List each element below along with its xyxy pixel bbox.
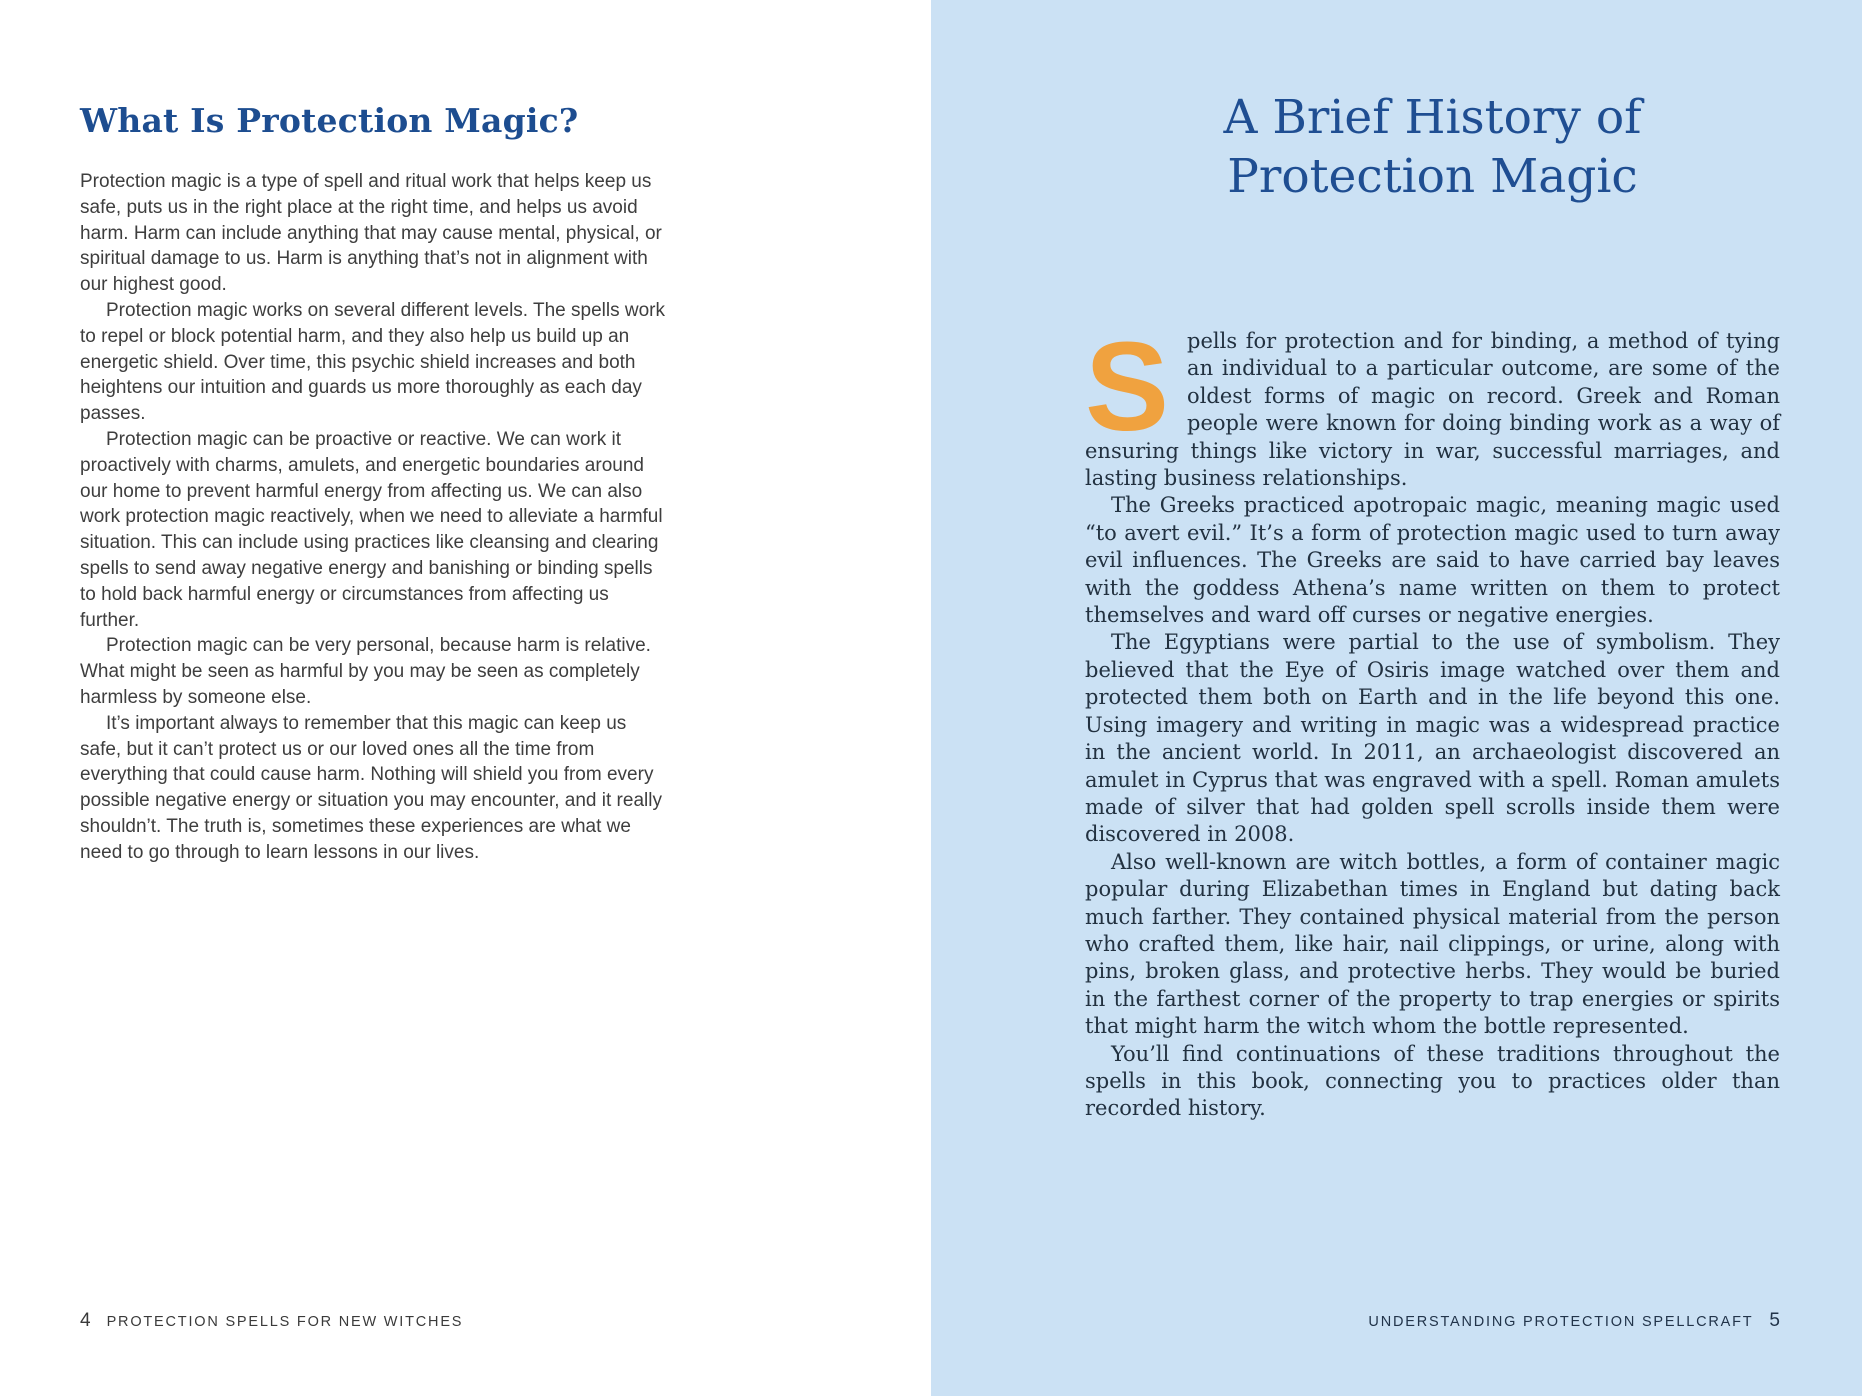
left-body-text bbox=[80, 169, 665, 866]
body-paragraph: Protection magic is a type of spell and ritual work that helps keep us safe, puts us in the right place at the right time, and helps us avoid harm. Harm can include anything that may cause mental, physical, or spiritual damage to us. Harm is anything that’s not in alignment with our highest good. bbox=[80, 171, 662, 296]
right-body-text bbox=[1085, 316, 1780, 1123]
running-title: PROTECTION SPELLS FOR NEW WITCHES bbox=[106, 1314, 464, 1330]
right-page-footer bbox=[1368, 1310, 1780, 1332]
paragraph-text: pells for protection and for binding, a method of tying an individual to a particular outcome, are some of the oldest forms of magic on record. Greek and Roman people were known for doing binding work as a way of ensuring things like victory in war, successful marriages, and lasting business relationships. bbox=[1085, 329, 1780, 491]
chapter-title-line2: Protection Magic bbox=[1227, 149, 1638, 204]
body-paragraph: You’ll find continuations of these traditions throughout the spells in this book, connecting you to practices older than recorded history. bbox=[1085, 1041, 1780, 1121]
left-page-footer bbox=[80, 1310, 463, 1332]
body-paragraph: It’s important always to remember that this magic can keep us safe, but it can’t protect us or our loved ones all the time from everything that could cause harm. Nothing will shield you from every possible negative energy or situation you may encounter, and it really shouldn’t. The truth is, sometimes these experiences are what we need to go through to learn lessons in our lives. bbox=[80, 712, 662, 863]
body-paragraph: The Egyptians were partial to the use of symbolism. They believed that the Eye of Osiris image watched over them and protected them both on Earth and in the life beyond this one. Using imagery and writing in magic was a widespread practice in the ancient world. In 2011, an archaeologist discovered an amulet in Cyprus that was engraved with a spell. Roman amulets made of silver that had golden spell scrolls inside them were discovered in 2008. bbox=[1085, 630, 1780, 847]
chapter-title bbox=[1085, 88, 1780, 206]
running-title: UNDERSTANDING PROTECTION SPELLCRAFT bbox=[1368, 1314, 1754, 1330]
body-paragraph: Protection magic can be proactive or reactive. We can work it proactively with charms, amulets, and energetic boundaries around our home to prevent harmful energy from affecting us. We can also work protection magic reactively, when we need to alleviate a harmful situation. This can include using practices like cleansing and clearing spells to send away negative energy and banishing or binding spells to hold back harmful energy or circumstances from affecting us further. bbox=[80, 428, 663, 631]
body-paragraph: The Greeks practiced apotropaic magic, meaning magic used “to avert evil.” It’s a form of protection magic used to turn away evil influences. The Greeks are said to have carried bay leaves with the goddess Athena’s name written on them to protect themselves and ward off curses or negative energies. bbox=[1085, 493, 1780, 628]
body-paragraph bbox=[1085, 316, 1780, 492]
section-heading: What Is Protection Magic? bbox=[80, 101, 579, 140]
body-paragraph: Also well-known are witch bottles, a form of container magic popular during Elizabethan times in England but dating back much farther. They contained physical material from the person who crafted them, like hair, nail clippings, or urine, along with pins, broken glass, and protective herbs. They would be buried in the farthest corner of the property to trap energies or spirits that might harm the witch whom the bottle represented. bbox=[1085, 849, 1780, 1039]
page-number: 4 bbox=[80, 1310, 91, 1331]
body-paragraph: Protection magic can be very personal, because harm is relative. What might be seen as harmful by you may be seen as completely harmless by someone else. bbox=[80, 635, 651, 708]
drop-cap: S bbox=[1085, 316, 1170, 457]
chapter-title-line1: A Brief History of bbox=[1223, 90, 1642, 145]
body-paragraph: Protection magic works on several different levels. The spells work to repel or block potential harm, and they also help us build up an energetic shield. Over time, this psychic shield increases and both heightens our intuition and guards us more thoroughly as each day passes. bbox=[80, 299, 665, 425]
page-number: 5 bbox=[1769, 1310, 1780, 1331]
right-page bbox=[931, 0, 1862, 1396]
